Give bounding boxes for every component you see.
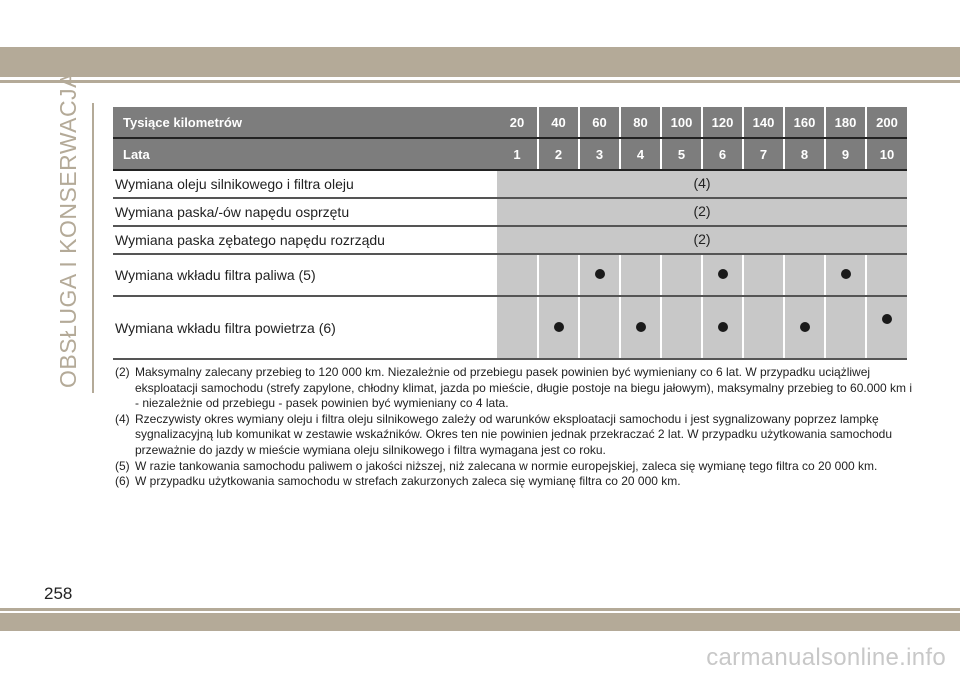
row-label: Wymiana oleju silnikowego i filtra oleju	[113, 170, 497, 198]
interval-cell	[579, 296, 620, 359]
interval-cell	[825, 296, 866, 359]
row-label: Wymiana wkładu filtra paliwa (5)	[113, 254, 497, 296]
row-label: Wymiana wkładu filtra powietrza (6)	[113, 296, 497, 359]
interval-note: (4)	[497, 170, 907, 198]
top-band	[0, 47, 960, 77]
year-header-cell: 10	[866, 138, 907, 170]
footnote-text: W przypadku użytkowania samochodu w strefach zakurzonych zaleca się wymianę filtra co 20 000 km.	[135, 474, 681, 489]
year-header-cell: 6	[702, 138, 743, 170]
table-row	[113, 198, 907, 226]
interval-cell	[743, 296, 784, 359]
replacement-dot-icon	[882, 314, 892, 324]
footnote-text: W razie tankowania samochodu paliwem o jakości niższej, niż zalecana w normie europejskiej, zaleca się wymianę tego filtra co 20 000 km.	[135, 458, 878, 473]
replacement-dot-icon	[800, 322, 810, 332]
interval-cell	[497, 296, 538, 359]
replacement-dot-icon	[718, 322, 728, 332]
interval-cell	[661, 296, 702, 359]
interval-cell	[784, 254, 825, 296]
interval-cell	[825, 254, 866, 296]
section-title-rule	[92, 103, 94, 393]
bottom-rule	[0, 608, 960, 611]
table-row	[113, 226, 907, 254]
footnotes	[115, 365, 915, 490]
replacement-dot-icon	[636, 322, 646, 332]
year-header-cell: 5	[661, 138, 702, 170]
row-label: Wymiana paska zębatego napędu rozrządu	[113, 226, 497, 254]
row-label: Wymiana paska/-ów napędu osprzętu	[113, 198, 497, 226]
watermark: carmanualsonline.info	[706, 644, 946, 671]
interval-cell	[661, 254, 702, 296]
year-header-cell: 7	[743, 138, 784, 170]
footnote-number: (4)	[115, 411, 130, 426]
interval-cell	[866, 296, 907, 359]
km-header-row	[113, 107, 907, 138]
years-header-label: Lata	[113, 138, 497, 170]
footnote-number: (5)	[115, 458, 130, 473]
footnote-number: (2)	[115, 365, 130, 379]
interval-cell	[579, 254, 620, 296]
interval-cell	[702, 296, 743, 359]
year-header-cell: 2	[538, 138, 579, 170]
km-header-cell: 140	[743, 107, 784, 138]
replacement-dot-icon	[595, 269, 605, 279]
table-row	[113, 254, 907, 296]
table-row	[113, 170, 907, 198]
km-header-cell: 200	[866, 107, 907, 138]
interval-cell	[620, 296, 661, 359]
replacement-dot-icon	[841, 269, 851, 279]
year-header-cell: 4	[620, 138, 661, 170]
footnote	[115, 474, 915, 490]
interval-note: (2)	[497, 198, 907, 226]
km-header-cell: 20	[497, 107, 538, 138]
table-row	[113, 296, 907, 359]
years-header-row	[113, 138, 907, 170]
km-header-cell: 40	[538, 107, 579, 138]
km-header-cell: 60	[579, 107, 620, 138]
year-header-cell: 8	[784, 138, 825, 170]
interval-cell	[538, 296, 579, 359]
top-rule	[0, 80, 960, 83]
interval-cell	[702, 254, 743, 296]
km-header-cell: 100	[661, 107, 702, 138]
interval-cell	[497, 254, 538, 296]
km-header-cell: 160	[784, 107, 825, 138]
interval-note: (2)	[497, 226, 907, 254]
interval-cell	[743, 254, 784, 296]
interval-cell	[784, 296, 825, 359]
maintenance-table	[113, 107, 907, 360]
bottom-band	[0, 613, 960, 631]
replacement-dot-icon	[718, 269, 728, 279]
footnote	[115, 412, 915, 459]
km-header-cell: 120	[702, 107, 743, 138]
footnote-text: Maksymalny zalecany przebieg to 120 000 km. Niezależnie od przebiegu pasek powinien być wymieniany co 6 lat. W przypadku uciążliwej eksploatacji samochodu (strefy zapylone, chłodny klimat, jazda po mieście, długie postoje na biegu jałowym), maksymalny przebieg to 60.000 km i - niezależnie od przebiegu - pasek powinien być wymieniany co 4 lata.	[135, 365, 913, 411]
replacement-dot-icon	[554, 322, 564, 332]
interval-cell	[866, 254, 907, 296]
km-header-cell: 80	[620, 107, 661, 138]
footnote-number: (6)	[115, 474, 130, 489]
year-header-cell: 9	[825, 138, 866, 170]
interval-cell	[620, 254, 661, 296]
page-number: 258	[44, 584, 73, 603]
year-header-cell: 3	[579, 138, 620, 170]
footnote	[115, 459, 915, 475]
footnote-text: Rzeczywisty okres wymiany oleju i filtra oleju silnikowego zależy od warunków eksploatacji samochodu i jest sygnalizowany poprzez lampkę sygnalizacyjną lub komunikat w zestawie wskaźników. Okres ten nie powinien jednak przekraczać 2 lat. W przypadku użytkowania samochodu przeważnie do jazdy w mieście wymiana oleju silnikowego i filtra wymagana jest co roku.	[135, 411, 893, 457]
year-header-cell: 1	[497, 138, 538, 170]
footnote	[115, 365, 915, 412]
section-title: OBSŁUGA I KONSERWACJA	[55, 72, 81, 388]
interval-cell	[538, 254, 579, 296]
km-header-cell: 180	[825, 107, 866, 138]
km-header-label: Tysiące kilometrów	[113, 107, 497, 138]
